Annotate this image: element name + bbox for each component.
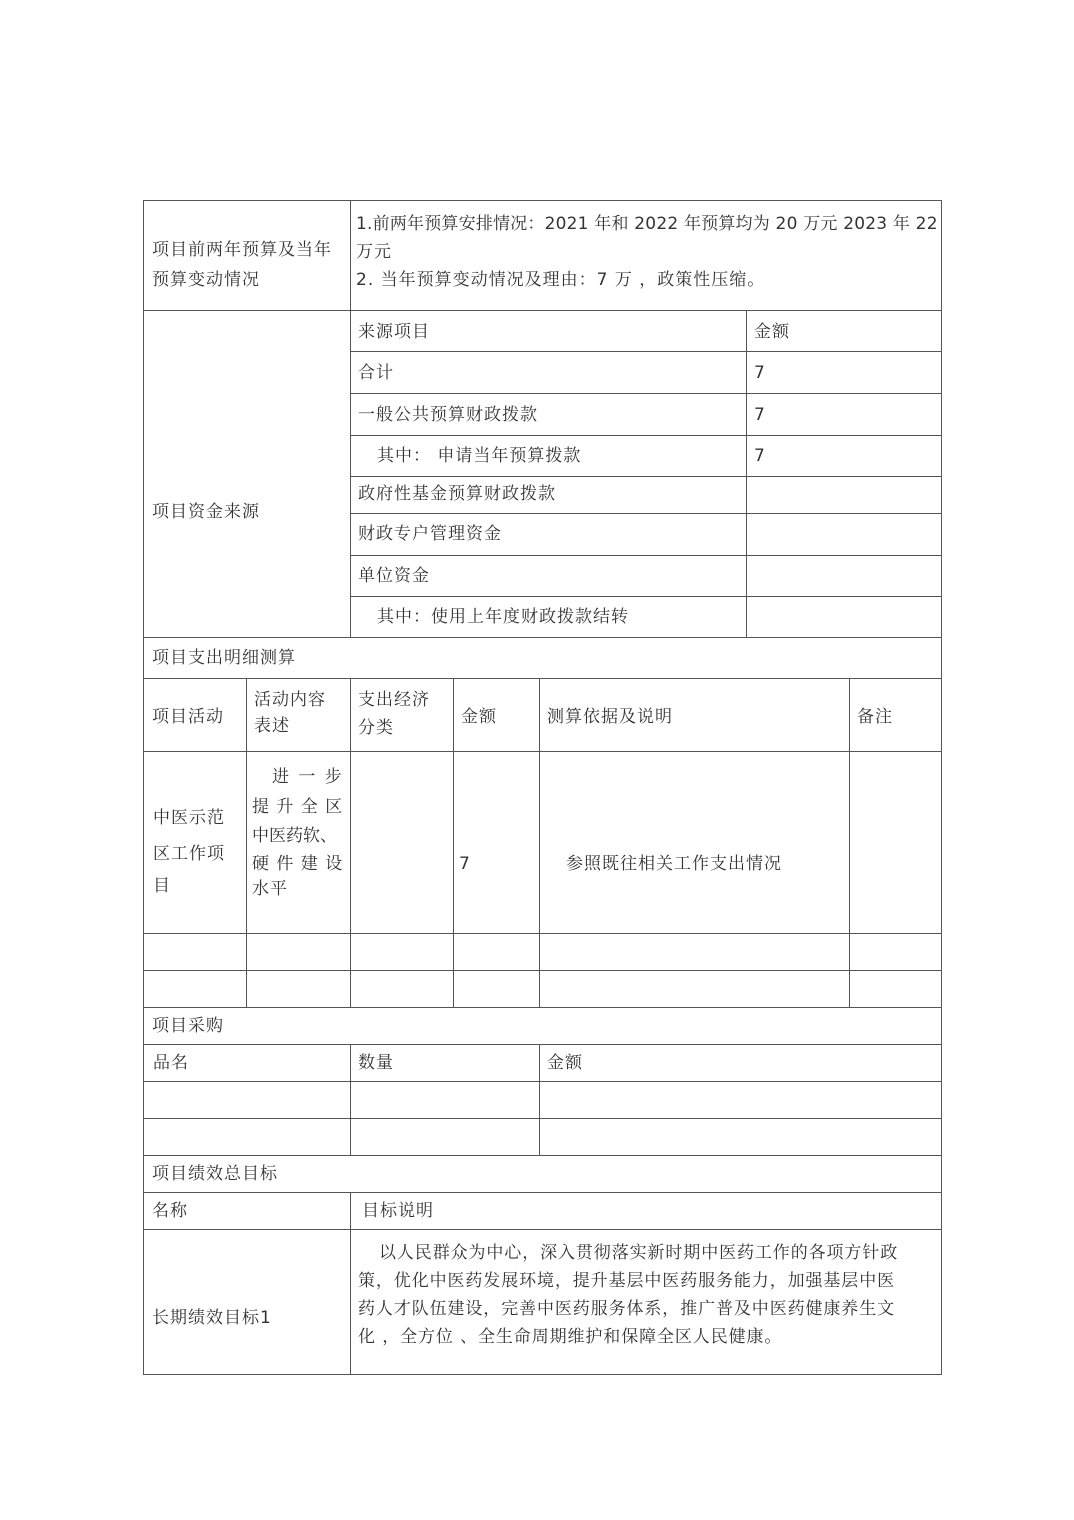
border-line	[143, 751, 942, 752]
border-line	[143, 1118, 942, 1119]
row-content-l2: 提 升 全 区	[252, 797, 344, 817]
goal-desc-l3: 药人才队伍建设，完善中医药服务体系，推广普及中医药健康养生文	[358, 1299, 895, 1319]
procurement-header-name: 品名	[153, 1053, 189, 1073]
border-line	[143, 1229, 942, 1230]
border-line	[143, 933, 942, 934]
goal-desc-l4: 化 ，全方位 、全生命周期维护和保障全区人民健康。	[358, 1327, 783, 1347]
goal-desc-l1: 以人民群众为中心，深入贯彻落实新时期中医药工作的各项方针政	[379, 1243, 899, 1263]
funding-row-amount: 7	[754, 363, 766, 383]
budget-label-line1: 项目前两年预算及当年	[152, 240, 332, 260]
border-line	[246, 678, 247, 1007]
border-line	[350, 351, 942, 352]
row-activity-l3: 目	[153, 876, 171, 896]
border-line	[350, 200, 351, 637]
border-line	[143, 200, 144, 1375]
performance-title: 项目绩效总目标	[152, 1164, 278, 1184]
budget-line1: 1.前两年预算安排情况：2021 年和 2022 年预算均为 20 万元 2023 年 22	[356, 214, 938, 234]
funding-header-amount: 金额	[754, 322, 790, 342]
goal-desc-l2: 策，优化中医药发展环境，提升基层中医药服务能力，加强基层中医	[358, 1271, 895, 1291]
border-line	[350, 678, 351, 1007]
border-line	[849, 678, 850, 1007]
border-line	[143, 1155, 942, 1156]
border-line	[746, 310, 747, 637]
border-line	[350, 435, 942, 436]
header-activity: 项目活动	[152, 707, 224, 727]
performance-header-desc: 目标说明	[362, 1201, 434, 1221]
border-line	[143, 1374, 942, 1375]
funding-row-amount: 7	[754, 446, 766, 466]
border-line	[539, 678, 540, 1007]
border-line	[143, 1007, 942, 1008]
funding-row-amount: 7	[754, 405, 766, 425]
header-econ-l2: 分类	[358, 718, 394, 738]
funding-row-source: 其中： 申请当年预算拨款	[377, 446, 582, 466]
performance-header-name: 名称	[152, 1201, 188, 1221]
border-line	[350, 476, 942, 477]
border-line	[350, 513, 942, 514]
border-line	[143, 970, 942, 971]
border-line	[539, 1044, 540, 1155]
border-line	[941, 200, 942, 1375]
row-basis: 参照既往相关工作支出情况	[566, 854, 782, 874]
border-line	[350, 1192, 351, 1374]
border-line	[143, 1044, 942, 1045]
budget-line2: 2. 当年预算变动情况及理由：7 万 ，政策性压缩。	[356, 270, 766, 290]
row-content-l4: 硬 件 建 设	[252, 854, 344, 874]
border-line	[143, 310, 942, 311]
row-content-l5: 水平	[252, 879, 288, 899]
funding-row-source: 其中：使用上年度财政拨款结转	[377, 607, 629, 627]
funding-row-source: 一般公共预算财政拨款	[358, 405, 538, 425]
row-content-l3: 中医药软、	[252, 826, 337, 846]
row-activity-l1: 中医示范	[153, 808, 225, 828]
border-line	[143, 1081, 942, 1082]
header-econ-l1: 支出经济	[358, 690, 430, 710]
expense-title: 项目支出明细测算	[152, 648, 296, 668]
border-line	[143, 637, 942, 638]
border-line	[350, 596, 942, 597]
header-amount: 金额	[461, 707, 497, 727]
funding-row-source: 合计	[358, 363, 394, 383]
border-line	[143, 200, 942, 201]
border-line	[143, 678, 942, 679]
budget-line1b: 万元	[356, 242, 392, 262]
procurement-header-qty: 数量	[358, 1053, 394, 1073]
funding-label: 项目资金来源	[152, 502, 260, 522]
border-line	[350, 393, 942, 394]
row-amount: 7	[459, 854, 471, 874]
border-line	[453, 678, 454, 1007]
funding-row-source: 财政专户管理资金	[358, 524, 502, 544]
border-line	[350, 555, 942, 556]
funding-row-source: 单位资金	[358, 566, 430, 586]
row-activity-l2: 区工作项	[153, 844, 225, 864]
border-line	[350, 1044, 351, 1155]
funding-row-source: 政府性基金预算财政拨款	[358, 484, 556, 504]
header-content-l1: 活动内容	[254, 690, 326, 710]
border-line	[143, 1192, 942, 1193]
goal-name: 长期绩效目标1	[152, 1308, 272, 1328]
header-content-l2: 表述	[254, 716, 290, 736]
procurement-header-amount: 金额	[547, 1053, 583, 1073]
header-remark: 备注	[857, 707, 893, 727]
header-basis: 测算依据及说明	[547, 707, 673, 727]
budget-label-line2: 预算变动情况	[152, 270, 260, 290]
funding-header-source: 来源项目	[358, 322, 430, 342]
row-content-l1: 进 一 步	[272, 767, 344, 787]
procurement-title: 项目采购	[152, 1016, 224, 1036]
